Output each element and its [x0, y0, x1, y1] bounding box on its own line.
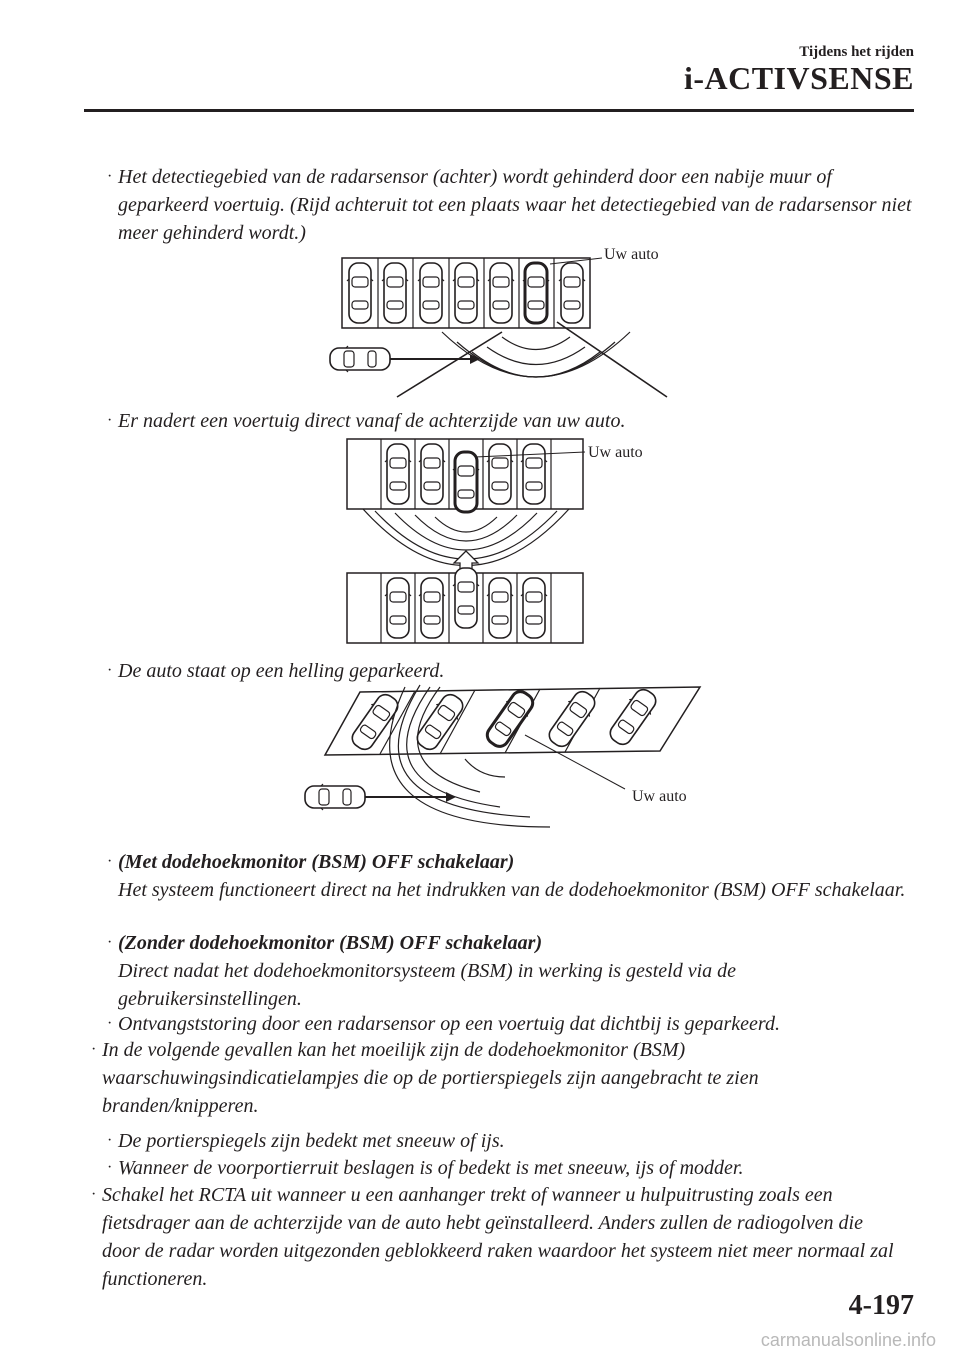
page-title: i-ACTIVSENSE	[683, 60, 914, 96]
bullet-icon: ·	[107, 168, 113, 185]
bullet-rear-approach	[107, 407, 918, 435]
bullet-icon: ·	[107, 1159, 113, 1176]
bullet-icon: ·	[107, 1015, 113, 1032]
bullet-icon: ·	[107, 662, 113, 679]
bullet-text: Direct nadat het dodehoekmonitorsysteem (BSM) in werking is gesteld via de gebruikersinstellingen.	[118, 960, 736, 1010]
bullet-radar-interference	[107, 1010, 918, 1038]
figure-parking-row	[322, 252, 702, 402]
figure-label-own-car: Uw auto	[588, 444, 643, 461]
header-divider	[84, 109, 914, 112]
figure-slope-parking	[300, 677, 710, 867]
bullet-icon: ·	[91, 1041, 97, 1058]
figure-label-own-car: Uw auto	[632, 788, 687, 805]
section-title: Tijdens het rijden	[799, 44, 914, 60]
bullet-mirrors-covered	[107, 1127, 918, 1155]
bullet-text: Schakel het RCTA uit wanneer u een aanhanger trekt of wanneer u hulpuitrusting zoals een fietsdrager aan de achterzijde van de auto hebt geïnstalleerd. Anders zullen de radiogolven die door de radar worden uitgezonden geblokkeerd raken waardoor het systeem niet meer normaal zal functioneren.	[102, 1184, 894, 1290]
bullet-text: Ontvangststoring door een radarsensor op een voertuig dat dichtbij is geparkeerd.	[118, 1013, 780, 1035]
bullet-icon: ·	[107, 412, 113, 429]
bullet-heading: (Zonder dodehoekmonitor (BSM) OFF schakelaar)	[118, 932, 543, 954]
bullet-text: Het detectiegebied van de radarsensor (achter) wordt gehinderd door een nabije muur of geparkeerd voertuig. (Rijd achteruit tot een plaats waar het detectiegebied van de radarsensor niet meer gehinderd wordt.)	[118, 166, 912, 244]
bullet-heading: (Met dodehoekmonitor (BSM) OFF schakelaar)	[118, 851, 515, 873]
bullet-text: In de volgende gevallen kan het moeilijk zijn de dodehoekmonitor (BSM) waarschuwingsindicatielampjes die op de portierspiegels zijn aangebracht te zien branden/knipperen.	[102, 1039, 759, 1117]
bullet-wall-obstruction	[107, 163, 918, 247]
bullet-rcta-trailer	[91, 1181, 902, 1293]
bullet-text: Er nadert een voertuig direct vanaf de achterzijde van uw auto.	[118, 410, 626, 432]
bullet-icon: ·	[107, 853, 113, 870]
figure-rear-approach	[345, 437, 595, 647]
bullet-text: Het systeem functioneert direct na het indrukken van de dodehoekmonitor (BSM) OFF schakelaar.	[118, 879, 906, 901]
bullet-text: De auto staat op een helling geparkeerd.	[118, 660, 445, 682]
bullet-with-bsm-switch	[107, 848, 918, 904]
own-car-icon	[523, 263, 549, 323]
bullet-icon: ·	[107, 934, 113, 951]
bullet-text: De portierspiegels zijn bedekt met sneeuw of ijs.	[118, 1130, 505, 1152]
bullet-window-fogged	[107, 1154, 918, 1182]
watermark: carmanualsonline.info	[760, 1330, 936, 1350]
bullet-indicator-visibility	[91, 1036, 902, 1120]
bullet-without-bsm-switch	[107, 929, 918, 1013]
bullet-text: Wanneer de voorportierruit beslagen is of bedekt is met sneeuw, ijs of modder.	[118, 1157, 744, 1179]
page-number: 4-197	[848, 1290, 914, 1321]
figure-label-own-car: Uw auto	[604, 246, 659, 263]
bullet-icon: ·	[91, 1186, 97, 1203]
bullet-icon: ·	[107, 1132, 113, 1149]
